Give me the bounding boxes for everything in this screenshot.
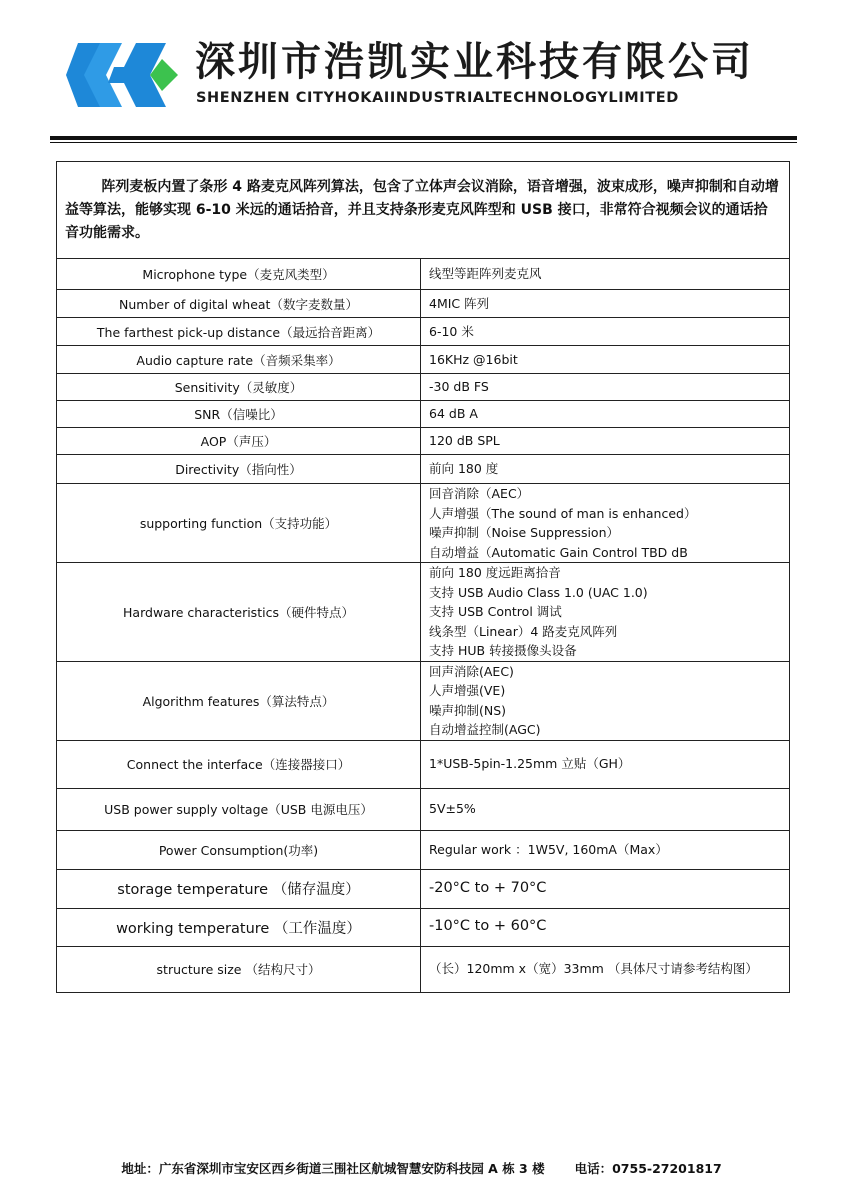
footer-address: 地址：广东省深圳市宝安区西乡街道三围社区航城智慧安防科技园 A 栋 3 楼 xyxy=(121,1161,545,1176)
spec-row xyxy=(57,908,790,946)
spec-row xyxy=(57,428,790,455)
spec-label: Directivity（指向性） xyxy=(57,455,421,484)
spec-value-line: -30 dB FS xyxy=(429,379,489,395)
spec-value-line: 16KHz @16bit xyxy=(429,351,518,367)
spec-value-line: 支持 USB Control 调试 xyxy=(429,604,562,619)
spec-value-line: 噪声抑制(NS) xyxy=(429,702,507,718)
spec-label: Power Consumption(功率) xyxy=(57,830,421,869)
spec-value-line: 回音消除（AEC） xyxy=(429,486,530,501)
spec-row xyxy=(57,484,790,563)
spec-label: USB power supply voltage（USB 电源电压） xyxy=(57,788,421,830)
spec-label: Connect the interface（连接器接口） xyxy=(57,740,421,788)
spec-value-line: 噪声抑制（Noise Suppression） xyxy=(429,525,619,540)
spec-label: The farthest pick-up distance（最远拾音距离） xyxy=(57,318,421,346)
spec-value xyxy=(421,346,790,374)
spec-row xyxy=(57,290,790,318)
spec-value-line: 线型等距阵列麦克风 xyxy=(429,266,542,282)
spec-value xyxy=(421,869,790,908)
letterhead xyxy=(0,0,843,150)
spec-value-line: 6-10 米 xyxy=(429,323,474,339)
spec-value xyxy=(421,455,790,484)
spec-row xyxy=(57,788,790,830)
spec-label: Sensitivity（灵敏度） xyxy=(57,374,421,401)
company-name-english: SHENZHEN CITYHOKAIINDUSTRIALTECHNOLOGYLIMITED xyxy=(196,90,679,106)
header-rule-thin xyxy=(50,142,797,143)
spec-value-line: Regular work ：1W5V, 160mA（Max） xyxy=(429,841,668,857)
spec-row xyxy=(57,455,790,484)
spec-value-line: 5V±5% xyxy=(429,801,476,817)
spec-label: Audio capture rate（音频采集率） xyxy=(57,346,421,374)
spec-row xyxy=(57,946,790,992)
spec-label: SNR（信噪比） xyxy=(57,401,421,428)
spec-value-line: 支持 USB Audio Class 1.0 (UAC 1.0) xyxy=(429,584,648,600)
spec-value xyxy=(421,661,790,740)
spec-value-line: 人声增强(VE) xyxy=(429,683,506,698)
spec-value-line: 1*USB-5pin-1.25mm 立贴（GH） xyxy=(429,756,631,772)
spec-row xyxy=(57,259,790,290)
spec-label: Number of digital wheat（数字麦数量） xyxy=(57,290,421,318)
spec-label: storage temperature （储存温度） xyxy=(57,869,421,908)
company-logo-icon xyxy=(66,33,178,117)
spec-value-line: 线条型（Linear）4 路麦克风阵列 xyxy=(429,623,618,639)
spec-value xyxy=(421,740,790,788)
spec-value-line: （长）120mm x（宽）33mm （具体尺寸请参考结构图） xyxy=(429,961,758,977)
spec-label: Hardware characteristics（硬件特点） xyxy=(57,563,421,662)
spec-value xyxy=(421,830,790,869)
spec-value xyxy=(421,946,790,992)
spec-row xyxy=(57,374,790,401)
spec-label: structure size （结构尺寸） xyxy=(57,946,421,992)
spec-value-line: 4MIC 阵列 xyxy=(429,295,490,311)
spec-label: supporting function（支持功能） xyxy=(57,484,421,563)
spec-row xyxy=(57,661,790,740)
spec-value xyxy=(421,908,790,946)
spec-value xyxy=(421,563,790,662)
spec-value-line: 支持 HUB 转接摄像头设备 xyxy=(429,643,577,658)
spec-value xyxy=(421,788,790,830)
spec-value-line: 64 dB A xyxy=(429,406,478,422)
spec-value-line: 120 dB SPL xyxy=(429,433,500,449)
spec-value-line: 回声消除(AEC) xyxy=(429,663,514,679)
intro-row xyxy=(57,162,790,259)
spec-row xyxy=(57,563,790,662)
spec-value-line: -10°C to + 60°C xyxy=(429,918,547,935)
spec-row xyxy=(57,346,790,374)
spec-value-line: 人声增强（The sound of man is enhanced） xyxy=(429,505,697,521)
spec-value-line: -20°C to + 70°C xyxy=(429,879,547,896)
header-rule-thick xyxy=(50,136,797,140)
company-name-chinese: 深圳市浩凯实业科技有限公司 xyxy=(195,39,754,85)
spec-label: Microphone type（麦克风类型） xyxy=(57,259,421,290)
spec-value xyxy=(421,259,790,290)
spec-row xyxy=(57,318,790,346)
spec-table xyxy=(56,161,790,993)
footer xyxy=(0,1159,843,1177)
spec-label: working temperature （工作温度） xyxy=(57,908,421,946)
spec-label: AOP（声压） xyxy=(57,428,421,455)
spec-value-line: 自动增益（Automatic Gain Control TBD dB xyxy=(429,544,688,560)
spec-row xyxy=(57,740,790,788)
spec-value xyxy=(421,290,790,318)
spec-row xyxy=(57,869,790,908)
spec-value xyxy=(421,374,790,401)
intro-paragraph: 阵列麦板内置了条形 4 路麦克风阵列算法，包含了立体声会议消除，语音增强，波束成形，噪声抑制和自动增益等算法，能够实现 6-10 米远的通话拾音，并且支持条形麦克风阵型和 USB 接口，非常符合视频会议的通话拾音功能需求。 xyxy=(57,162,790,259)
footer-phone: 电话：0755-27201817 xyxy=(574,1161,722,1176)
spec-value xyxy=(421,401,790,428)
spec-value xyxy=(421,428,790,455)
spec-label: Algorithm features（算法特点） xyxy=(57,661,421,740)
spec-value xyxy=(421,484,790,563)
spec-row xyxy=(57,401,790,428)
spec-row xyxy=(57,830,790,869)
spec-value-line: 自动增益控制(AGC) xyxy=(429,722,541,737)
spec-value-line: 前向 180 度远距离拾音 xyxy=(429,565,561,580)
spec-value-line: 前向 180 度 xyxy=(429,461,499,477)
spec-value xyxy=(421,318,790,346)
